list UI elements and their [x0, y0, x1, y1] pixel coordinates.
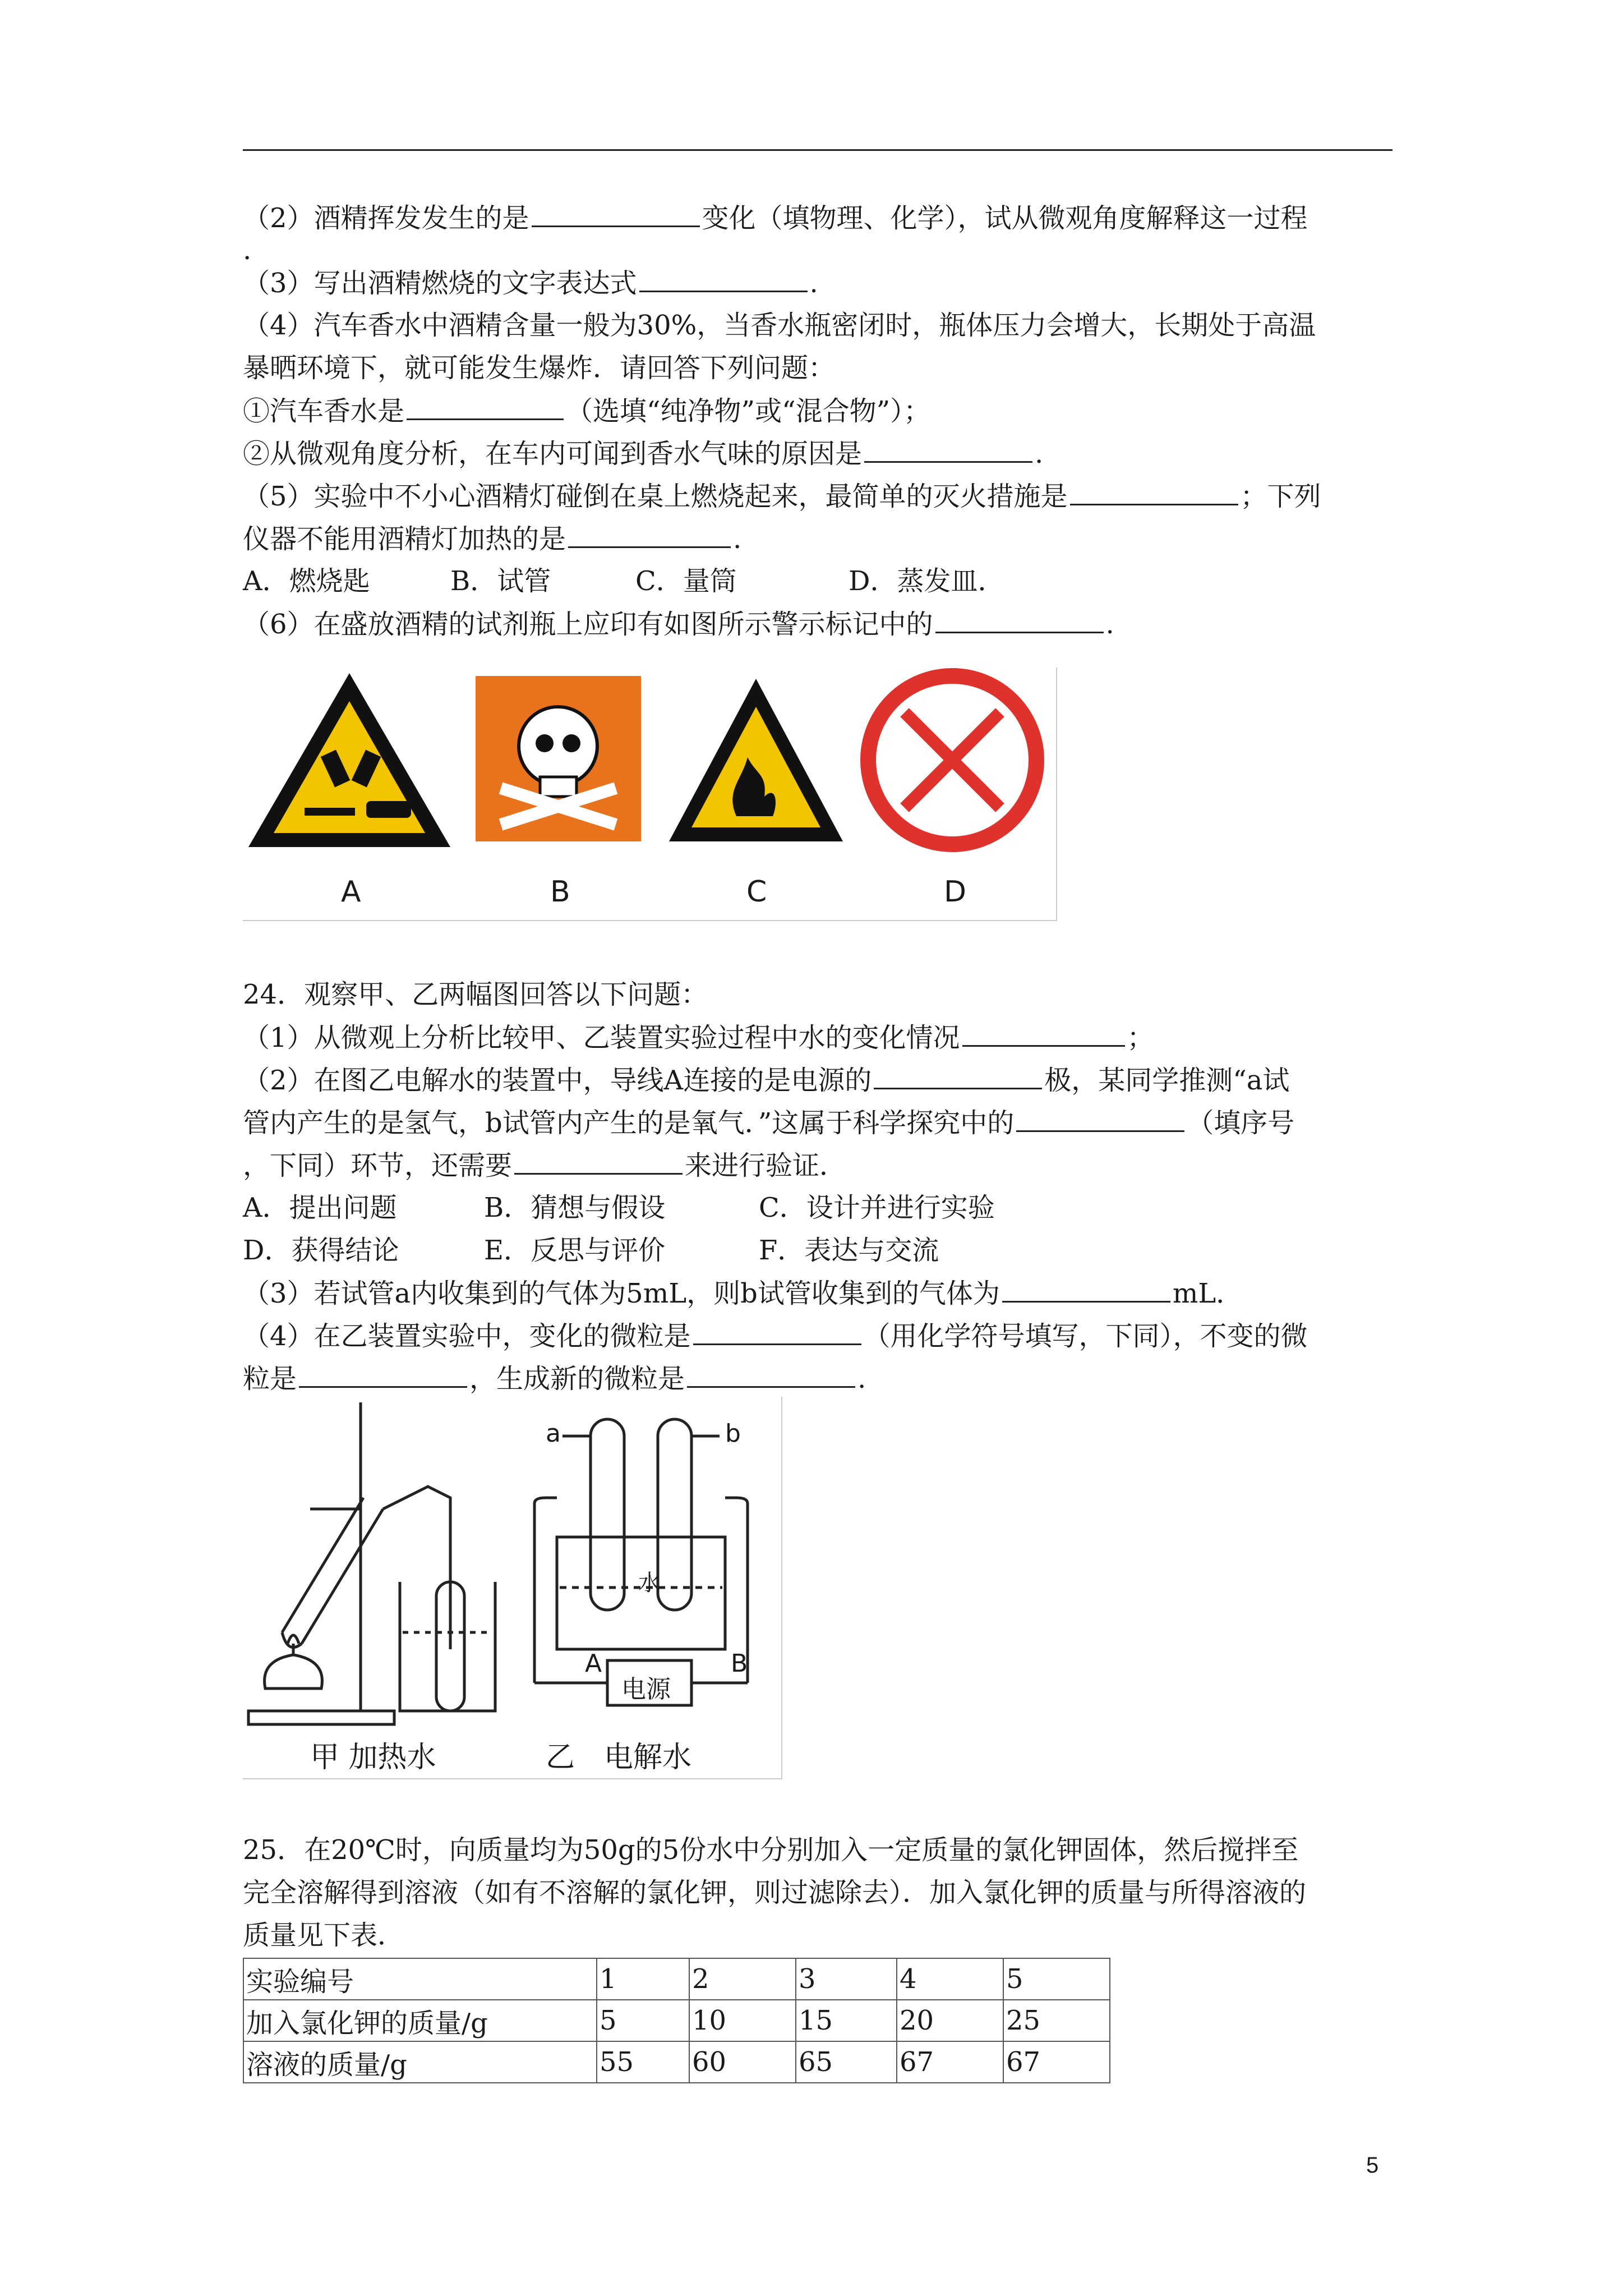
text: （4）汽车香水中酒精含量一般为30%，当香水瓶密闭时，瓶体压力会增大，长期处于高温	[243, 310, 1316, 341]
q24-options-b	[243, 1229, 1393, 1272]
text: .	[1105, 609, 1114, 640]
option-c: C．设计并进行实验	[759, 1192, 995, 1223]
table-row	[243, 2041, 1110, 2083]
option-a: A．提出问题	[243, 1192, 397, 1223]
page-number: 5	[1366, 2153, 1379, 2178]
option-f: F．表达与交流	[759, 1235, 939, 1266]
electrolysis-apparatus-icon	[534, 1419, 748, 1705]
apparatus-drawing	[243, 1397, 781, 1733]
table-cell: 实验编号	[243, 1958, 597, 2000]
text: .	[733, 523, 742, 555]
table-cell: 2	[689, 1958, 796, 2000]
text: ，生成新的微粒是	[469, 1363, 685, 1395]
table-cell: 加入氯化钾的质量/g	[243, 2000, 597, 2041]
answer-blank	[693, 1314, 861, 1345]
question-24	[243, 973, 1393, 1400]
answer-blank	[962, 1016, 1125, 1047]
sign-label-d: D	[944, 875, 967, 909]
q25-line-1	[243, 1829, 1393, 1871]
sign-label-b: B	[550, 875, 570, 909]
text: ，下同）环节，还需要	[243, 1150, 513, 1181]
tube-a-label: a	[546, 1419, 561, 1448]
q23-line-4a	[243, 304, 1393, 347]
option-c: C．量筒	[635, 565, 737, 597]
table-cell: 溶液的质量/g	[243, 2041, 597, 2083]
text: .	[857, 1363, 866, 1395]
text: 暴晒环境下，就可能发生爆炸．请回答下列问题：	[243, 352, 836, 384]
q23-line-2a	[243, 196, 1393, 239]
q23-line-5b	[243, 517, 1393, 560]
text: 粒是	[243, 1363, 297, 1395]
text: （3）若试管a内收集到的气体为5mL，则b试管收集到的气体为	[243, 1278, 1000, 1309]
answer-blank	[1070, 475, 1238, 505]
answer-blank	[1002, 1272, 1170, 1303]
water-label: 水	[638, 1570, 661, 1596]
text: 仪器不能用酒精灯加热的是	[243, 523, 566, 555]
q23-line-6	[243, 602, 1393, 645]
option-e: E．反思与评价	[484, 1235, 666, 1266]
text: 变化（填物理、化学），试从微观角度解释这一过程	[702, 203, 1308, 234]
answer-blank	[639, 261, 808, 292]
q23-line-5a	[243, 475, 1393, 517]
question-text	[243, 196, 1393, 645]
q23-line-4c	[243, 389, 1393, 432]
tube-b-label: b	[725, 1419, 741, 1448]
table-cell: 55	[597, 2041, 689, 2083]
text: .	[1035, 438, 1044, 470]
q24-line-1	[243, 1016, 1393, 1059]
text: （1）从微观上分析比较甲、乙装置实验过程中水的变化情况	[243, 1022, 960, 1053]
text: （4）在乙装置实验中，变化的微粒是	[243, 1320, 691, 1352]
text: 管内产生的是氢气，b试管内产生的是氧气．”这属于科学探究中的	[243, 1107, 1015, 1139]
table-cell: 4	[897, 1958, 1003, 2000]
text: （2）酒精挥发发生的是	[243, 203, 529, 234]
text: （3）写出酒精燃烧的文字表达式	[243, 268, 637, 299]
q24-line-2c	[243, 1144, 1393, 1186]
figure-caption-jia: 甲 加热水	[310, 1741, 436, 1774]
text: （6）在盛放酒精的试剂瓶上应印有如图所示警示标记中的	[243, 609, 933, 640]
option-b: B．猜想与假设	[484, 1192, 666, 1223]
text: （2）在图乙电解水的装置中，导线A连接的是电源的	[243, 1065, 872, 1096]
answer-blank	[1016, 1101, 1184, 1132]
text: ；下列	[1240, 481, 1321, 512]
q25-line-2	[243, 1871, 1393, 1914]
text: ①汽车香水是	[243, 395, 405, 427]
table-cell: 25	[1003, 2000, 1110, 2041]
text: 25．在20℃时，向质量均为50g的5份水中分别加入一定质量的氯化钾固体，然后搅拌至	[243, 1834, 1299, 1866]
heating-apparatus-icon	[248, 1402, 495, 1724]
warning-signs-figure	[243, 668, 1057, 921]
table-cell: 60	[689, 2041, 796, 2083]
q24-title	[243, 973, 1393, 1016]
option-b: B．试管	[450, 565, 551, 597]
text: mL．	[1172, 1278, 1243, 1309]
sign-label-c: C	[746, 875, 767, 909]
q24-line-3	[243, 1272, 1393, 1314]
text: （填序号	[1187, 1107, 1295, 1139]
table-cell: 5	[597, 2000, 689, 2041]
text: 来进行验证．	[685, 1150, 847, 1181]
table-cell: 1	[597, 1958, 689, 2000]
option-d: D．获得结论	[243, 1235, 399, 1266]
question-25	[243, 1829, 1393, 1957]
table-cell: 65	[796, 2041, 897, 2083]
power-supply-label: 电源	[621, 1675, 671, 1704]
table-row	[243, 1958, 1110, 2000]
answer-blank	[514, 1144, 683, 1175]
answer-blank	[874, 1059, 1042, 1089]
text: （选填“纯净物”或“混合物”）；	[566, 395, 931, 427]
q23-line-4b	[243, 347, 1393, 389]
toxic-sign-icon	[476, 676, 641, 841]
header-rule	[243, 149, 1393, 151]
q24-line-4b	[243, 1357, 1393, 1400]
text: .	[809, 268, 818, 299]
corrosive-sign-icon	[248, 673, 450, 847]
text: 质量见下表．	[243, 1920, 405, 1951]
q23-options	[243, 560, 1393, 602]
q23-line-2c	[243, 234, 1393, 266]
text: 24．观察甲、乙两幅图回答以下问题：	[243, 979, 708, 1010]
table-cell: 67	[1003, 2041, 1110, 2083]
sign-label-a: A	[341, 875, 361, 909]
table-row	[243, 2000, 1110, 2041]
q25-line-3	[243, 1914, 1393, 1957]
prohibited-sign-icon	[868, 676, 1036, 844]
q24-options-a	[243, 1186, 1393, 1229]
option-d: D．蒸发皿．	[849, 565, 1005, 597]
text: 极，某同学推测“a试	[1044, 1065, 1290, 1096]
answer-blank	[568, 517, 731, 548]
table-cell: 10	[689, 2000, 796, 2041]
wire-b-label: B	[731, 1649, 748, 1678]
text: ②从微观角度分析，在车内可闻到香水气味的原因是	[243, 438, 863, 470]
text: .	[243, 234, 252, 266]
text: （5）实验中不小心酒精灯碰倒在桌上燃烧起来，最简单的灭火措施是	[243, 481, 1068, 512]
answer-blank	[864, 432, 1032, 463]
q24-line-2b	[243, 1101, 1393, 1144]
answer-blank	[687, 1357, 855, 1388]
q23-line-4d	[243, 432, 1393, 475]
text: ；	[1127, 1022, 1154, 1053]
q24-line-2a	[243, 1059, 1393, 1101]
q24-line-4a	[243, 1314, 1393, 1357]
table-cell: 5	[1003, 1958, 1110, 2000]
table-cell: 67	[897, 2041, 1003, 2083]
text: 完全溶解得到溶液（如有不溶解的氯化钾，则过滤除去）．加入氯化钾的质量与所得溶液的	[243, 1877, 1307, 1908]
results-table	[243, 1958, 1110, 2083]
table-cell: 3	[796, 1958, 897, 2000]
answer-blank	[532, 196, 700, 227]
answer-blank	[407, 389, 564, 420]
table-cell: 20	[897, 2000, 1003, 2041]
answer-blank	[299, 1357, 467, 1388]
option-a: A．燃烧匙	[243, 565, 370, 597]
answer-blank	[935, 602, 1104, 633]
figure-caption-yi: 乙 电解水	[546, 1741, 692, 1774]
text: （用化学符号填写，下同），不变的微	[863, 1320, 1308, 1352]
wire-a-label: A	[585, 1649, 602, 1678]
flammable-sign-icon	[669, 679, 843, 841]
table-cell: 15	[796, 2000, 897, 2041]
q23-line-3	[243, 261, 1393, 304]
apparatus-figure	[243, 1397, 782, 1779]
warning-signs	[243, 668, 1056, 869]
